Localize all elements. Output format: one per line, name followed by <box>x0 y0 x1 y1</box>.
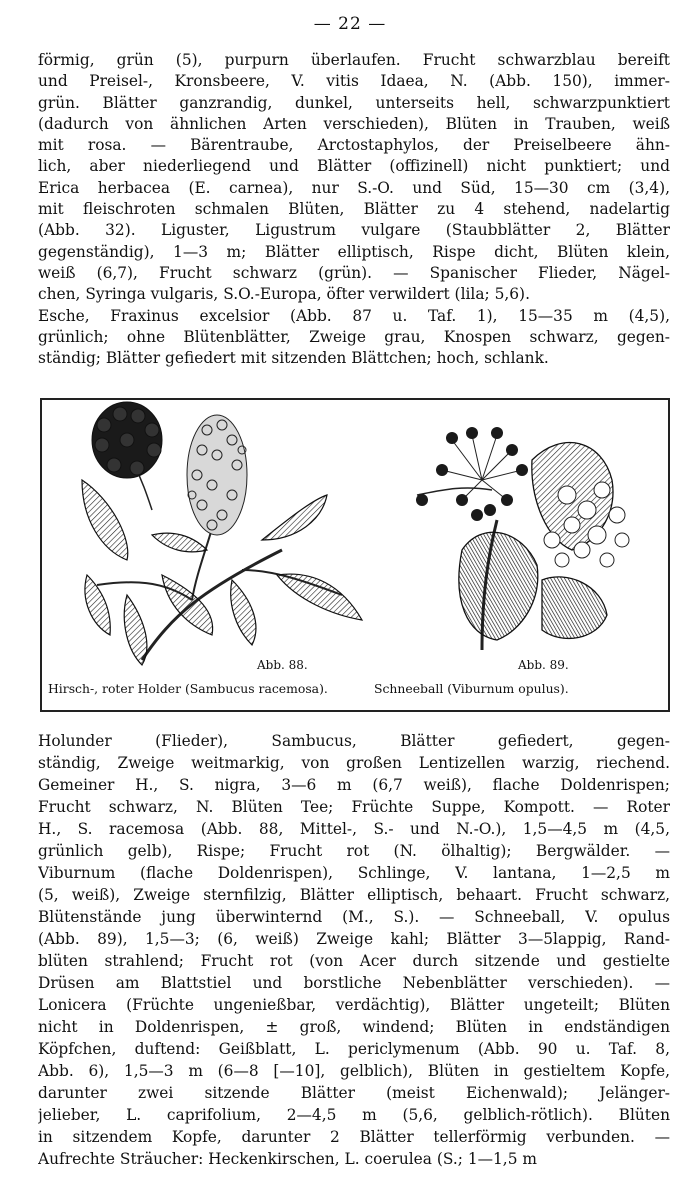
text-line: chen, Syringa vulgaris, S.O.-Europa, öfter verwildert (lila; 5,6). <box>38 285 530 304</box>
text-line: darunter zwei sitzende Blätter (meist Eichenwald); Jelänger- <box>38 1084 670 1102</box>
text-line: Viburnum (flache Doldenrispen), Schlinge, V. lantana, 1—2,5 m <box>38 864 670 882</box>
text-line: Aufrechte Sträucher: Heckenkirschen, L. coerulea (S.; 1—1,5 m <box>38 1150 537 1168</box>
text-line: Erica herbacea (E. carnea), nur S.-O. und Süd, 15—30 cm (3,4), <box>38 178 670 197</box>
page-number: — 22 — <box>313 14 387 34</box>
text-line: grün. Blätter ganzrandig, dunkel, unterseits hell, schwarzpunktiert <box>38 93 670 112</box>
sambucus-illustration <box>82 402 362 665</box>
text-line: lich, aber niederliegend und Blätter (offizinell) nicht punktiert; und <box>38 157 670 176</box>
botanical-illustrations <box>42 400 668 710</box>
text-line: förmig, grün (5), purpurn überlaufen. Frucht schwarzblau bereift <box>38 51 670 69</box>
text-block-top <box>38 50 670 369</box>
text-line: grünlich gelb), Rispe; Frucht rot (N. ölhaltig); Bergwälder. — <box>38 842 670 860</box>
text-line: (Abb. 32). Liguster, Ligustrum vulgare (Staubblätter 2, Blätter <box>38 221 670 240</box>
figure-illustrations <box>40 398 670 712</box>
text-line: (dadurch von ähnlichen Arten verschieden), Blüten in Trauben, weiß <box>38 114 670 133</box>
text-line: nicht in Doldenrispen, ± groß, windend; Blüten in endständigen <box>38 1018 670 1036</box>
text-line: H., S. racemosa (Abb. 88, Mittel-, S.- und N.-O.), 1,5—4,5 m (4,5, <box>38 820 670 838</box>
text-line: und Preisel-, Kronsbeere, V. vitis Idaea, N. (Abb. 150), immer- <box>38 72 670 91</box>
text-line: grünlich; ohne Blütenblätter, Zweige grau, Knospen schwarz, gegen- <box>38 327 670 346</box>
text-line: (Abb. 89), 1,5—3; (6, weiß) Zweige kahl; Blätter 3—5lappig, Rand- <box>38 930 670 948</box>
figure-caption-88: Hirsch-, roter Holder (Sambucus racemosa). <box>48 681 328 696</box>
text-line: Esche, Fraxinus excelsior (Abb. 87 u. Taf. 1), 15—35 m (4,5), <box>38 306 670 325</box>
text-line: in sitzendem Kopfe, darunter 2 Blätter tellerförmig verbunden. — <box>38 1128 670 1146</box>
figure-ref-88: Abb. 88. <box>257 658 308 672</box>
viburnum-illustration <box>416 427 629 650</box>
text-line: Abb. 6), 1,5—3 m (6—8 [—10], gelblich), Blüten in gestieltem Kopfe, <box>38 1062 670 1080</box>
text-line: Holunder (Flieder), Sambucus, Blätter gefiedert, gegen- <box>38 732 670 750</box>
text-line: Frucht schwarz, N. Blüten Tee; Früchte Suppe, Kompott. — Roter <box>38 798 670 816</box>
figure-ref-89: Abb. 89. <box>518 658 569 672</box>
text-line: Gemeiner H., S. nigra, 3—6 m (6,7 weiß), flache Doldenrispen; <box>38 776 670 794</box>
text-line: ständig, Zweige weitmarkig, von großen Lentizellen warzig, riechend. <box>38 754 670 772</box>
text-line: Blütenstände jung überwinternd (M., S.). — Schneeball, V. opulus <box>38 908 670 926</box>
text-line: blüten strahlend; Frucht rot (von Acer durch sitzende und gestielte <box>38 952 670 970</box>
text-line: Köpfchen, duftend: Geißblatt, L. periclymenum (Abb. 90 u. Taf. 8, <box>38 1040 670 1058</box>
text-line: Drüsen am Blattstiel und borstliche Nebenblätter verschieden). — <box>38 974 670 992</box>
text-line: mit fleischroten schmalen Blüten, Blätter zu 4 stehend, nadelartig <box>38 200 670 219</box>
text-line: ständig; Blätter gefiedert mit sitzenden Blättchen; hoch, schlank. <box>38 349 549 368</box>
text-line: (5, weiß), Zweige sternfilzig, Blätter elliptisch, behaart. Frucht schwarz, <box>38 886 670 904</box>
text-block-bottom <box>38 730 670 1170</box>
text-line: gegenständig), 1—3 m; Blätter elliptisch, Rispe dicht, Blüten klein, <box>38 242 670 261</box>
text-line: jelieber, L. caprifolium, 2—4,5 m (5,6, gelblich-rötlich). Blüten <box>38 1106 670 1124</box>
text-line: weiß (6,7), Frucht schwarz (grün). — Spanischer Flieder, Nägel- <box>38 263 670 282</box>
text-line: mit rosa. — Bärentraube, Arctostaphylos, der Preiselbeere ähn- <box>38 136 670 155</box>
text-line: Lonicera (Früchte ungenießbar, verdächtig), Blätter ungeteilt; Blüten <box>38 996 670 1014</box>
figure-caption-89: Schneeball (Viburnum opulus). <box>374 681 569 696</box>
